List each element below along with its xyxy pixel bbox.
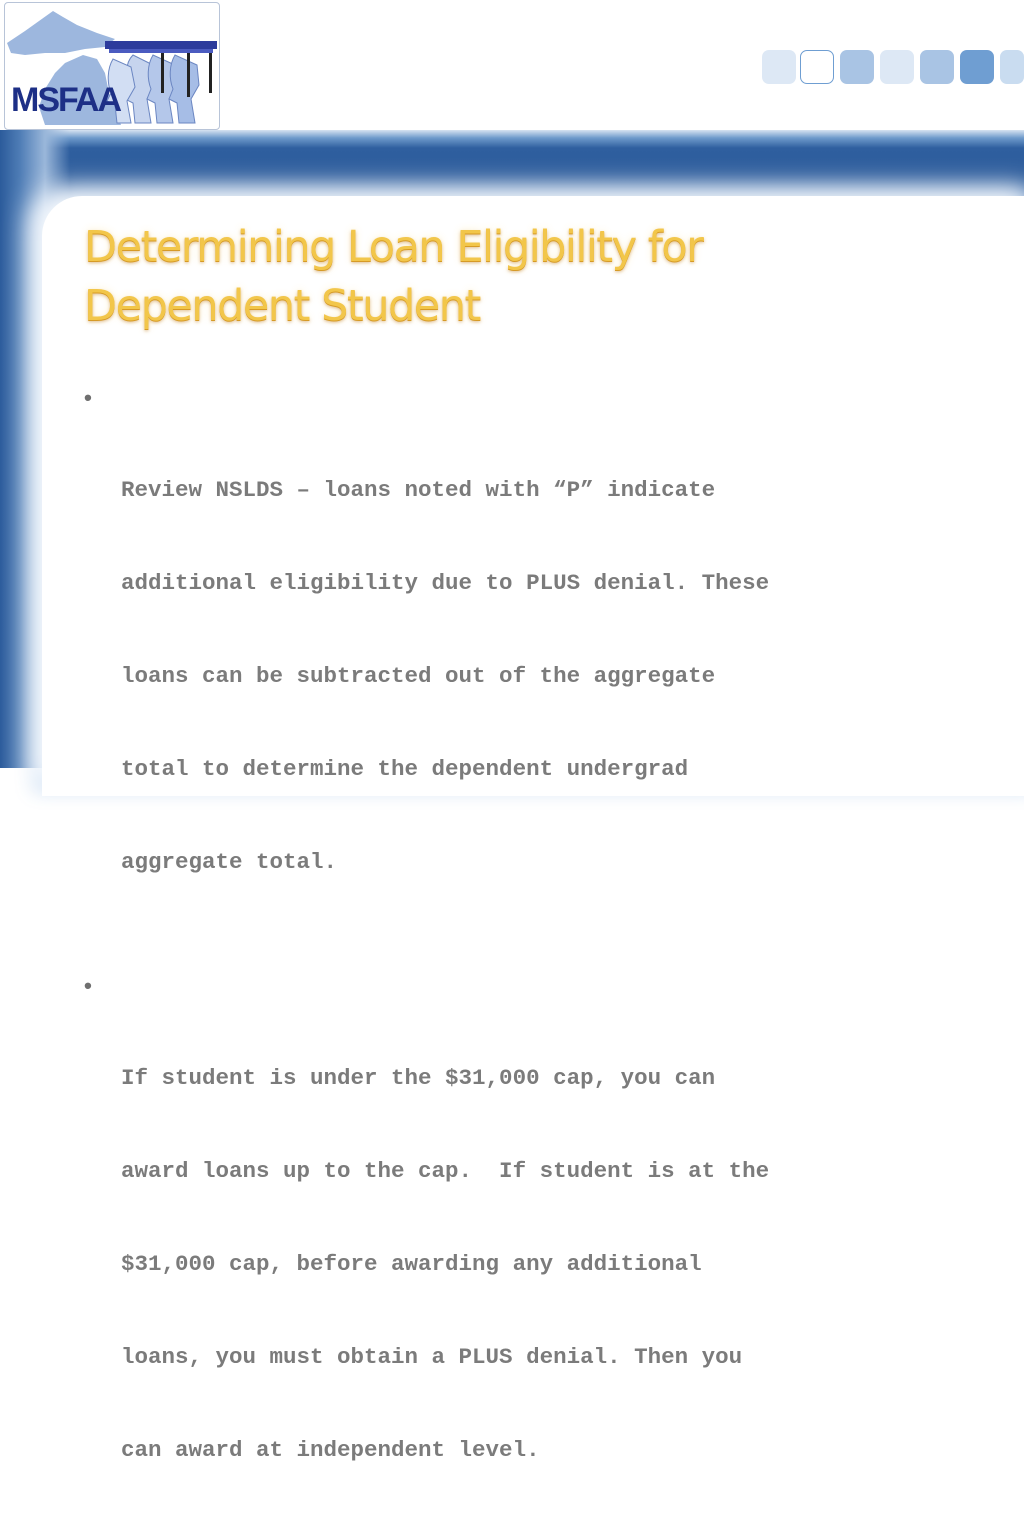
bullet-line: If student is under the $31,000 cap, you can [121,1065,716,1091]
bullet-icon: • [84,973,92,998]
bullet-line: loans can be subtracted out of the aggregate [121,663,716,689]
decor-square [762,50,796,84]
title-line: Dependent Student [84,281,480,331]
bullet-line: additional eligibility due to PLUS denial. These [121,570,770,596]
bullet-line: $31,000 cap, before awarding any additional [121,1251,702,1277]
bullet-list [84,382,984,1536]
bullet-item [84,382,984,940]
decor-square [1000,50,1024,84]
decor-square [960,50,994,84]
bullet-icon: • [84,385,92,410]
decor-square [880,50,914,84]
msfaa-logo [4,2,220,130]
decor-square [840,50,874,84]
decor-square [920,50,954,84]
title-line: Determining Loan Eligibility for [84,222,703,272]
bullet-line: loans, you must obtain a PLUS denial. Then you [121,1344,743,1370]
slide-title [84,218,904,336]
bullet-line: can award at independent level. [121,1437,540,1463]
bullet-item [84,970,984,1528]
logo-wordmark: MSFAA [11,81,120,119]
bullet-line: Review NSLDS – loans noted with “P” indicate [121,477,716,503]
bullet-line: award loans up to the cap. If student is at the [121,1158,770,1184]
bullet-line: total to determine the dependent undergrad [121,756,689,782]
bullet-line: aggregate total. [121,849,338,875]
decor-square [800,50,834,84]
slide-header [0,0,1024,130]
